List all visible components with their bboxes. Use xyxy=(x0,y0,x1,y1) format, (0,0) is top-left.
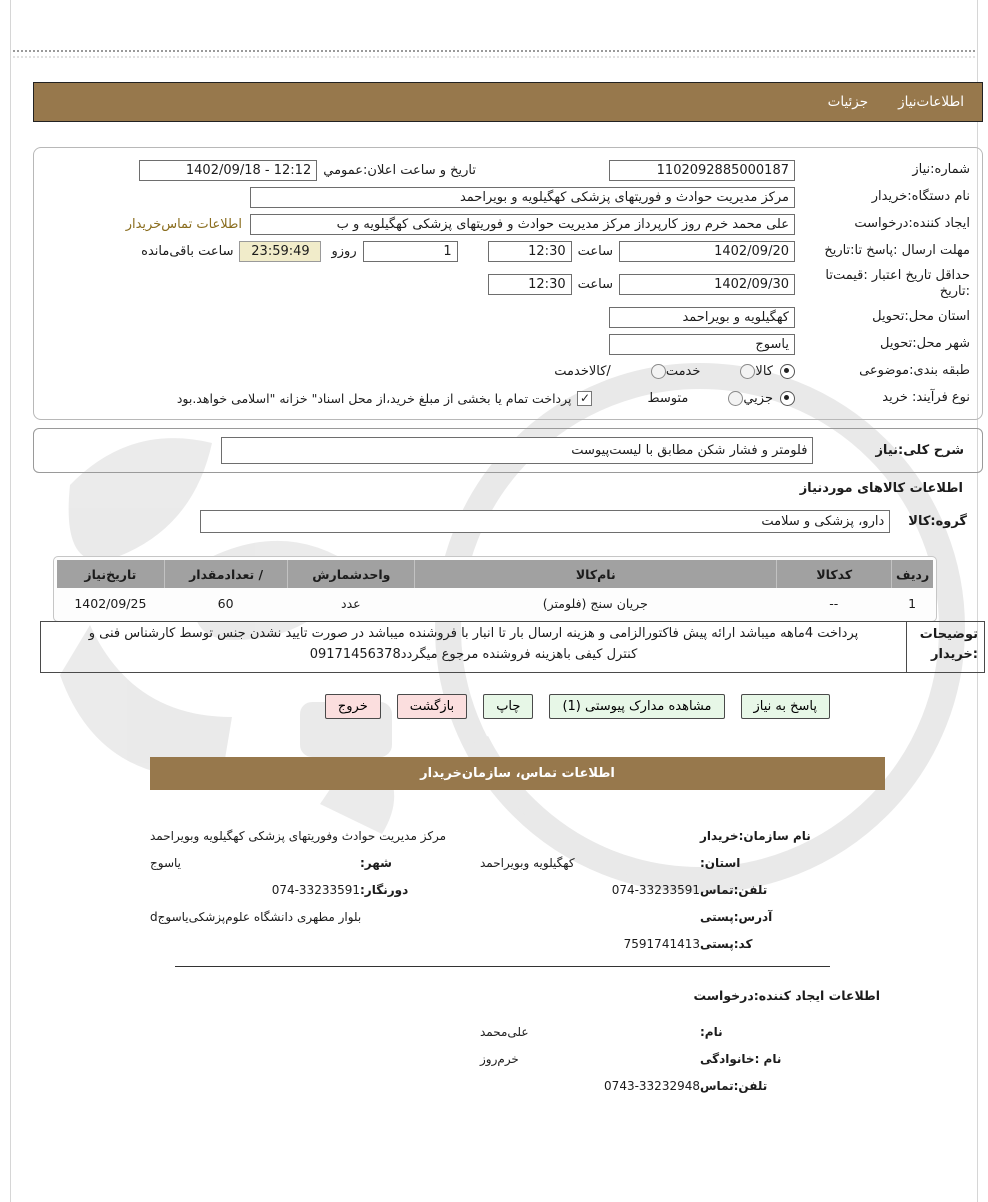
exit-button[interactable]: خروج xyxy=(325,694,381,719)
org-phone-label: تلفن:تماس xyxy=(700,882,768,897)
table-row[interactable] xyxy=(57,588,933,618)
org-city-label: شهر: xyxy=(360,855,392,870)
process-option-minor: جزیي xyxy=(743,390,773,406)
spacer xyxy=(360,930,480,957)
buyer-notes-label: توضیحات :خریدار xyxy=(906,622,984,672)
radio-goods-selected[interactable] xyxy=(780,364,795,379)
validity-hour-label: ساعت xyxy=(577,276,613,292)
radio-goods-service[interactable] xyxy=(651,364,666,379)
respond-button[interactable]: پاسخ به نیاز xyxy=(741,694,831,719)
announce-datetime-field[interactable]: 1402/09/18 - 12:12 xyxy=(139,160,317,181)
buyer-notes-line2: کنترل کیفی باهزینه فروشنده مرجوع میگردد09171456378 xyxy=(309,646,638,662)
org-fax-value: 074-33233591 xyxy=(271,882,360,897)
creator-phone-value: 0743-33232948 xyxy=(604,1078,700,1093)
validity-hour-field[interactable]: 12:30 xyxy=(488,274,572,295)
class-option-service: خدمت xyxy=(665,363,701,379)
spacer xyxy=(150,1018,360,1045)
creator-name-label: نام: xyxy=(700,1024,723,1039)
items-table xyxy=(53,556,937,622)
org-province-label: استان: xyxy=(700,855,741,870)
buyer-notes-line1: پرداخت 4ماهه میباشد ارائه پیش فاکتورالزامی و هزینه ارسال بار تا انبار با فروشنده میباشد در صورت تایید نشدن جنس توسط کارشناس فنی و xyxy=(88,626,859,641)
org-contact-header: اطلاعات تماس، سازمان‌خریدار xyxy=(150,757,885,790)
creator-info-section xyxy=(150,1018,885,1099)
spacer xyxy=(150,930,360,957)
row-process-type xyxy=(44,388,970,409)
creator-name-value: علی‌محمد xyxy=(480,1024,529,1039)
goods-group-row xyxy=(33,510,983,533)
org-name-label: نام سازمان:خریدار xyxy=(700,828,811,843)
items-table-header xyxy=(57,560,933,588)
cell-unit: عدد xyxy=(341,595,361,611)
row-need-number xyxy=(44,160,970,181)
class-option-goods: کالا xyxy=(755,363,773,379)
city-field[interactable]: یاسوج xyxy=(609,334,795,355)
cell-item-code: -- xyxy=(829,595,839,611)
row-city xyxy=(44,334,970,355)
creator-family-value: خرم‌روز xyxy=(480,1051,519,1066)
print-button[interactable]: چاپ xyxy=(483,694,533,719)
deadline-hour-field[interactable]: 12:30 xyxy=(488,241,572,262)
row-buyer-name xyxy=(44,187,970,208)
action-buttons xyxy=(325,694,830,719)
back-button[interactable]: بازگشت xyxy=(397,694,467,719)
need-summary-panel xyxy=(33,147,983,420)
deadline-label: مهلت ارسال :پاسخ تا:تاریخ xyxy=(824,243,970,259)
days-label: روزو xyxy=(331,244,357,259)
row-validity xyxy=(44,268,970,301)
col-unit: واحدشمارش xyxy=(287,560,414,588)
classification-label: طبقه بندی:موضوعی xyxy=(859,362,970,378)
tab-need-info[interactable]: اطلاعات‌نیاز xyxy=(898,94,964,110)
creator-field[interactable]: علی محمد خرم روز کارپرداز مرکز مدیریت حوادث و فوریتهای پزشکی کهگیلویه و ب xyxy=(250,214,795,235)
divider-dotted xyxy=(13,50,975,58)
countdown-label: ساعت باقی‌مانده xyxy=(141,244,234,259)
need-description-box xyxy=(33,428,983,473)
city-label: شهر محل:تحویل xyxy=(880,335,970,351)
org-name-value: مرکز مدیریت حوادث وفوریتهای پزشکی کهگیلویه وبویراحمد xyxy=(150,828,447,843)
deadline-hour-label: ساعت xyxy=(577,244,613,259)
buyer-notes-box xyxy=(40,621,985,673)
process-option-medium: متوسط xyxy=(647,390,689,406)
col-quantity: / تعدادمقدار xyxy=(164,560,288,588)
goods-group-label: گروه:کالا xyxy=(908,514,967,529)
spacer xyxy=(360,1045,480,1072)
view-docs-button[interactable]: مشاهده مدارک پیوستی (1) xyxy=(549,694,724,719)
row-classification xyxy=(44,361,970,382)
col-row-number: ردیف xyxy=(891,560,933,588)
creator-info-title: اطلاعات ایجاد کننده:درخواست xyxy=(693,988,880,1003)
row-creator xyxy=(44,214,970,235)
cell-row-number: 1 xyxy=(908,595,917,611)
class-option-goods-service: /کالاخدمت xyxy=(554,363,611,379)
province-label: استان محل:تحویل xyxy=(872,308,970,324)
creator-family-label: نام :خانوادگی xyxy=(700,1051,782,1066)
goods-section-title: اطلاعات کالاهای موردنیاز xyxy=(799,481,963,496)
org-contact-section xyxy=(150,822,885,957)
org-address-label: آدرس:پستی xyxy=(700,909,773,924)
validity-date-field[interactable]: 1402/09/30 xyxy=(619,274,795,295)
radio-service[interactable] xyxy=(740,364,755,379)
process-label: نوع فرآیند: خرید xyxy=(882,389,970,405)
tab-details[interactable]: جزئیات xyxy=(827,94,869,110)
goods-group-field[interactable]: دارو، پزشکی و سلامت xyxy=(200,510,890,533)
deadline-days-field[interactable]: 1 xyxy=(363,241,458,262)
org-fax-label: دورنگار: xyxy=(360,882,409,897)
need-description-label: شرح کلی:نیاز xyxy=(875,443,964,458)
validity-label: حداقل تاریخ اعتبار :قیمت‌تا :تاریخ xyxy=(825,268,970,300)
countdown-timer: 23:59:49 xyxy=(239,241,321,262)
org-city-value: یاسوج xyxy=(150,855,181,870)
announce-label: تاریخ و ساعت اعلان:عمومي xyxy=(323,163,476,178)
spacer xyxy=(360,1018,480,1045)
col-item-code: کدکالا xyxy=(776,560,891,588)
org-zip-value: 7591741413 xyxy=(623,936,700,951)
spacer xyxy=(360,1072,480,1099)
creator-phone-label: تلفن:تماس xyxy=(700,1078,768,1093)
cell-item-name: جریان سنج (فلومتر) xyxy=(542,595,648,611)
col-item-name: نام‌کالا xyxy=(414,560,776,588)
row-province xyxy=(44,307,970,328)
spacer xyxy=(150,1045,360,1072)
cell-need-date: 1402/09/25 xyxy=(74,595,147,611)
org-province-value: کهگیلویه وبویراحمد xyxy=(480,855,575,870)
deadline-date-field[interactable]: 1402/09/20 xyxy=(619,241,795,262)
payment-checkbox-checked[interactable] xyxy=(577,391,592,406)
org-address-value: بلوار مطهری دانشگاه علوم‌پزشکی‌یاسوجd xyxy=(150,909,362,924)
creator-label: ایجاد کننده:درخواست xyxy=(854,216,970,232)
buyer-contact-link[interactable]: اطلاعات تماس‌خریدار xyxy=(125,217,242,232)
buyer-notes-text xyxy=(41,622,906,672)
org-phone-value: 074-33233591 xyxy=(611,882,700,897)
buyer-name-field[interactable]: مرکز مدیریت حوادث و فوریتهای پزشکی کهگیلویه و بویراحمد xyxy=(250,187,795,208)
buyer-name-label: نام دستگاه:خریدار xyxy=(871,189,970,205)
spacer xyxy=(150,1072,360,1099)
radio-minor-selected[interactable] xyxy=(780,391,795,406)
header-bar xyxy=(33,82,983,122)
org-zip-label: کد:پستی xyxy=(700,936,753,951)
row-deadline xyxy=(44,241,970,262)
section-divider xyxy=(175,966,830,967)
radio-medium[interactable] xyxy=(728,391,743,406)
need-number-label: شماره:نیاز xyxy=(912,162,970,178)
need-number-field[interactable]: 1102092885000187 xyxy=(609,160,795,181)
payment-note-label: پرداخت تمام یا بخشی از مبلغ خرید،از محل اسناد" خزانه "اسلامی خواهد.بود xyxy=(176,390,572,406)
cell-quantity: 60 xyxy=(217,595,234,611)
province-field[interactable]: کهگیلویه و بویراحمد xyxy=(609,307,795,328)
need-description-field[interactable]: فلومتر و فشار شکن مطابق با لیست‌پیوست xyxy=(221,437,813,464)
col-need-date: تاریخ‌نیاز xyxy=(57,560,164,588)
